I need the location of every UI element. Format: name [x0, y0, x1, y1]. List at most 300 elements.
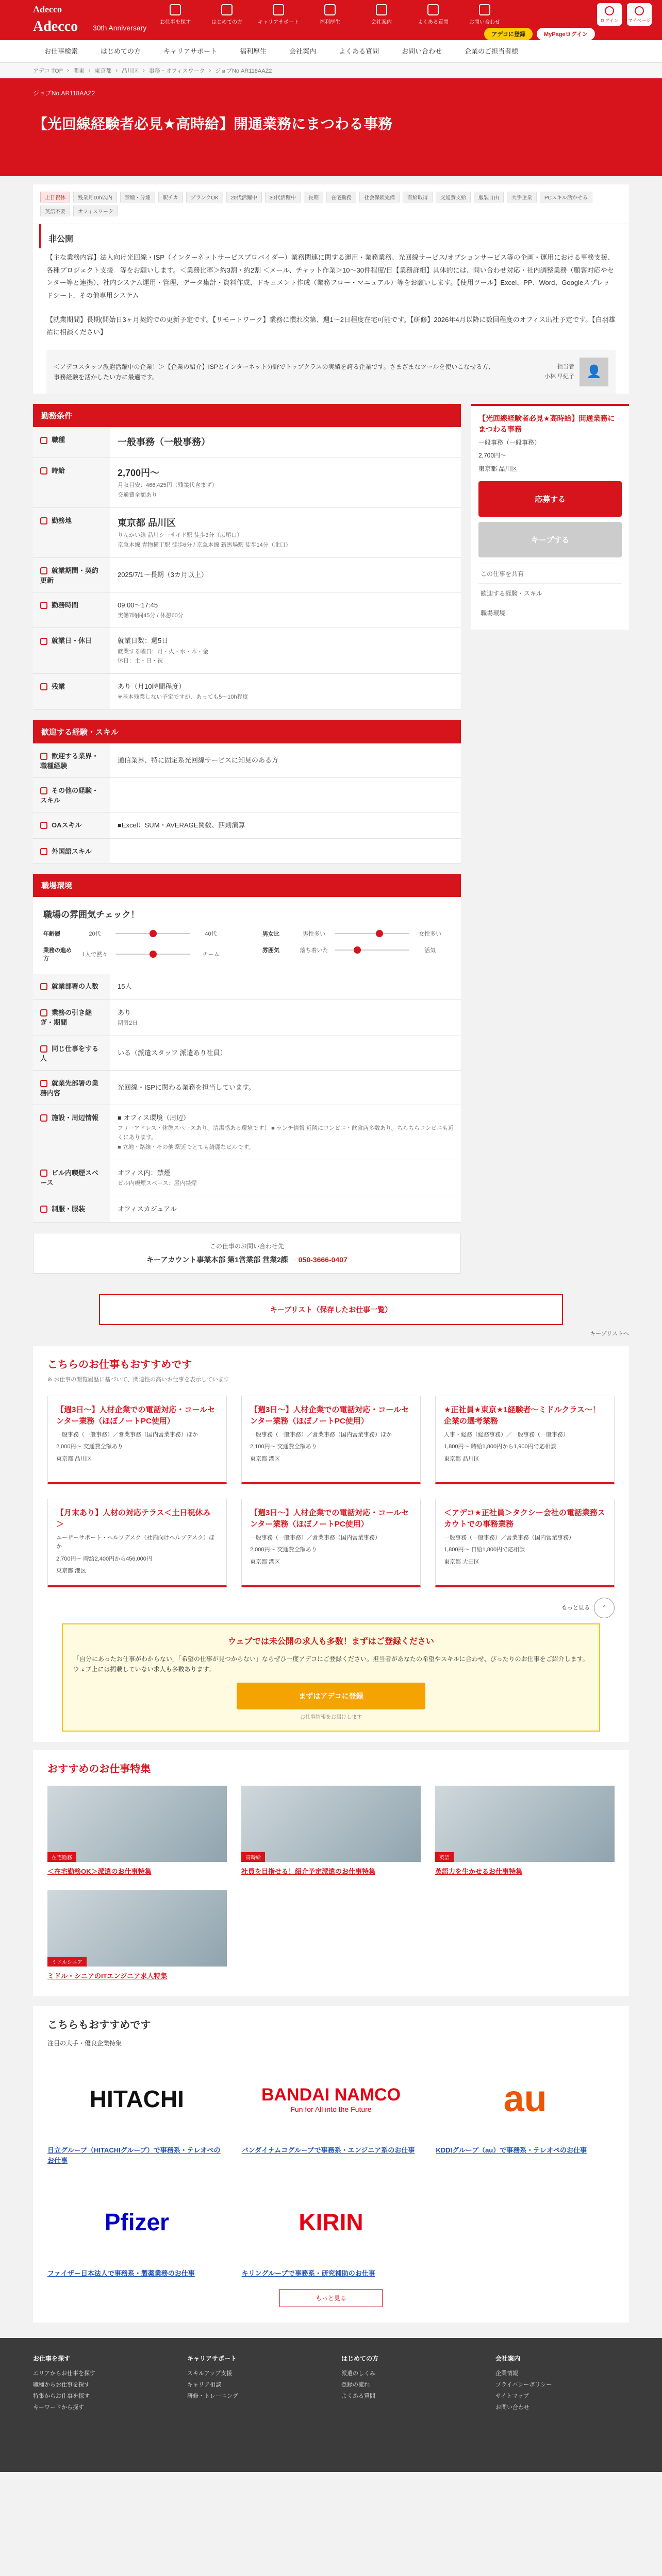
share-link[interactable]: この仕事を共有: [478, 564, 622, 583]
company-tagline: Fun for All into the Future: [290, 2105, 372, 2113]
footer: [0, 2338, 662, 2472]
topnav-career[interactable]: キャリアサポート: [258, 4, 299, 25]
environment-table: [33, 974, 461, 1223]
environment-anchor-link[interactable]: 職場環境: [478, 603, 622, 622]
slider-marker: [150, 930, 157, 937]
job-card-wage: 1,800円〜 時給1,800円から1,900円で応相談: [444, 1444, 556, 1450]
companies-title: こちらもおすすめです: [47, 2020, 151, 2031]
job-card-type: 一般事務（一般事務）／営業事務（国内営業事務）ほか: [56, 1431, 198, 1438]
recommend-grid: [47, 1396, 615, 1587]
job-card-title[interactable]: 【週3日〜】人材企業での電話対応・コールセンター業務（ほぼノートPC使用）: [250, 1508, 409, 1529]
skills-table: [33, 743, 461, 863]
company-logo: [242, 2058, 421, 2140]
table-row: [33, 838, 461, 863]
recruiter-name: 小林 早紀子: [544, 374, 574, 380]
register-button[interactable]: アデコに登録: [484, 28, 533, 40]
row-value-sub: 月収目安：466,425円（残業代含まず）: [118, 482, 218, 489]
job-card-title[interactable]: ★正社員★東京★1経験者〜ミドルクラス〜！企業の選考業務: [444, 1405, 600, 1426]
footer-link[interactable]: 登録の流れ: [341, 2381, 370, 2388]
user-icon: [605, 6, 614, 15]
company-link[interactable]: ファイザー日本法人で事務系・製薬業務のお仕事: [47, 2269, 195, 2278]
breadcrumb-item[interactable]: 品川区: [122, 68, 139, 74]
company-link[interactable]: 日立グループ（HITACHIグループ）で事務系・テレオペのお仕事: [47, 2146, 221, 2164]
row-label-text: 施設・周辺情報: [52, 1113, 99, 1122]
feature-photo: [435, 1786, 615, 1862]
row-label: [33, 999, 110, 1036]
row-value-main: 就業日数：週5日: [118, 637, 169, 645]
adecco-logo[interactable]: Adecco: [33, 19, 78, 35]
row-label: [33, 974, 110, 1000]
company-logo-wrap: [504, 2078, 547, 2120]
row-value: [110, 673, 461, 709]
row-value-main: いる（派遣スタッフ 派遣あり社員）: [118, 1048, 227, 1057]
row-icon: [40, 1206, 47, 1213]
mainnav-item[interactable]: よくある質問: [339, 47, 379, 55]
conditions-section: [33, 404, 461, 710]
row-label: [33, 743, 110, 778]
apply-panel-wage: 2,700円〜: [478, 452, 507, 460]
job-card-location: 東京都 港区: [250, 1455, 280, 1462]
row-value: [110, 507, 461, 557]
job-card-location: 東京都 品川区: [56, 1455, 92, 1462]
table-row: [33, 777, 461, 812]
contact-department: キーアカウント事業本部 第1営業部 営業2課: [146, 1255, 288, 1264]
recruiter-label: 担当者: [557, 364, 574, 370]
job-description-2: 【就業期間】長期(開始日3ヶ月契約での更新予定です。【リモートワーク】業務に慣れ次第、週1〜2日程度在宅可能です。【研修】2026年4月以降に数回程度のオフィス出社予定です。【白羽雄祐に相談ください】: [46, 315, 616, 336]
footer-link[interactable]: エリアからお仕事を探す: [33, 2370, 95, 2377]
row-icon: [40, 1170, 47, 1177]
row-value-sub: 就業する曜日：月・火・水・木・金: [118, 648, 208, 655]
job-card-title[interactable]: 【週3日〜】人材企業での電話対応・コールセンター業務（ほぼノートPC使用）: [250, 1405, 409, 1426]
table-row: [33, 743, 461, 778]
topnav-company[interactable]: 会社案内: [361, 4, 402, 25]
row-value-sub: 交通費全額あり: [118, 492, 157, 498]
row-value: [110, 1160, 461, 1196]
keep-list-link[interactable]: キープリストへ: [590, 1330, 629, 1337]
row-label-text: 就業日・休日: [52, 637, 92, 645]
job-card[interactable]: [435, 1396, 615, 1484]
row-value: [110, 812, 461, 838]
row-label-text: 歓迎する業界・職種経験: [40, 752, 99, 770]
slider-right: 女性多い: [419, 930, 441, 937]
top-header: [0, 0, 662, 40]
job-card[interactable]: [47, 1396, 227, 1484]
topnav-first[interactable]: はじめての方: [206, 4, 247, 25]
features-section: [33, 1750, 629, 1996]
breadcrumb-item[interactable]: 関東: [73, 68, 85, 74]
mypage-login-button[interactable]: MyPageログイン: [537, 28, 595, 40]
feature-photo: [47, 1890, 227, 1967]
job-card-title[interactable]: 【月末あり】人材の対応テラス＜土日祝休み＞: [56, 1508, 211, 1529]
environment-header: 職場環境: [33, 874, 461, 897]
atmosphere-slider: [252, 925, 461, 942]
atmosphere-sliders: [33, 925, 461, 974]
job-card-wage: 2,000円〜 交通費全額あり: [56, 1444, 123, 1450]
feature-badge: 高時給: [241, 1852, 265, 1862]
footer-link[interactable]: 職種からお仕事を探す: [33, 2381, 90, 2388]
feature-card[interactable]: [241, 1786, 421, 1876]
anniversary-label: 30th Anniversary: [93, 24, 147, 32]
slider-column: [252, 925, 461, 967]
table-row: [33, 592, 461, 628]
company-link[interactable]: バンダイナムコグループで事務系・エンジニア系のお仕事: [241, 2146, 415, 2155]
row-label: [33, 838, 110, 863]
row-icon: [40, 1080, 47, 1087]
company-logo-text: Pfizer: [104, 2209, 169, 2236]
company-card[interactable]: [47, 2058, 226, 2165]
slider-marker: [376, 930, 383, 937]
table-row: [33, 1036, 461, 1070]
slider-label: 男女比: [262, 930, 279, 937]
mypage-button[interactable]: マイページ: [627, 3, 652, 26]
row-value-sub: 休日：土・日・祝: [118, 658, 163, 665]
job-card-wage: 1,800円〜 日給1,800円で応相談: [444, 1547, 525, 1553]
job-tag: 英語不要: [40, 206, 70, 216]
job-card-type: ユーザーサポート・ヘルプデスク（社内向けヘルプデスク）ほか: [56, 1534, 215, 1550]
breadcrumb-item[interactable]: アデコ TOP: [33, 68, 63, 74]
footer-heading: はじめての方: [341, 2354, 379, 2362]
table-row: [33, 673, 461, 709]
header-account: [597, 3, 652, 26]
job-tag: 服装自由: [474, 192, 504, 202]
atmosphere-slider: [33, 942, 242, 967]
row-value: [110, 628, 461, 673]
job-card-type: 一般事務（一般事務）／営業事務（国内営業事務）: [250, 1534, 380, 1541]
conditions-table: [33, 427, 461, 710]
row-value-sub: りんかい線 品川シーサイド駅 徒歩3分（広尾口）: [118, 532, 243, 539]
row-value-sub: ビル内喫煙スペース：屋内禁煙: [118, 1180, 197, 1187]
job-tag: 20代活躍中: [226, 192, 262, 202]
job-card[interactable]: [241, 1396, 421, 1484]
slider-track: [115, 933, 190, 934]
job-tag: 在宅勤務: [326, 192, 356, 202]
job-description: 【主な業務内容】法人向け光回線・ISP（インターネットサービスプロバイダー）業務関連に関する運用・業務業務、光回線サービス/オプションサービス等の企画・運用における事務支援、各種プロジェクト支援 等をお願いします。＜業務比率＞約3割・約2割 ＜メール、チャット作業＞10〜30件程度/日【業務詳細】具体的には、問い合わせ対応・社内調整業務（顧客対応やセンター等と連携）、社内システム運用・管理、データ集計・資料作成、ドキュメント作成（業務フロー・マニュアル）等をお願いします。【使用ツール】Excel、PP、Word、Googleスプレッドシート、その他専用システム: [46, 253, 615, 300]
beginner-icon: [221, 4, 233, 15]
row-label: [33, 673, 110, 709]
table-row: [33, 427, 461, 457]
job-card-wage: 2,000円〜 交通費全額あり: [250, 1547, 317, 1553]
footer-column: [341, 2352, 475, 2458]
table-row: [33, 1105, 461, 1160]
mainnav-item[interactable]: お問い合わせ: [402, 47, 442, 55]
row-value: [110, 1105, 461, 1160]
register-cta-button[interactable]: まずはアデコに登録: [237, 1683, 425, 1709]
row-label: [33, 1160, 110, 1196]
job-card[interactable]: [241, 1499, 421, 1587]
contact-box: [33, 1233, 461, 1274]
breadcrumb-item: ジョブNo.AR118AAZ2: [215, 68, 272, 74]
mainnav-item[interactable]: 企業のご担当者様: [465, 47, 519, 55]
row-value-sub: 京急本線 青物横丁駅 徒歩6分 / 京急本線 新馬場駅 徒歩14分（北口）: [118, 541, 291, 548]
row-value: [110, 999, 461, 1036]
job-tag: 大手企業: [507, 192, 537, 202]
row-value: [110, 557, 461, 592]
recommend-subtitle: ※ お仕事の閲覧履歴に基づいて、関連性の高いお仕事を表示しています: [47, 1376, 230, 1383]
breadcrumb-item[interactable]: 東京都: [94, 68, 112, 74]
slider-right: 40代: [205, 930, 217, 937]
footer-column: [187, 2352, 321, 2458]
slider-right: 活気: [424, 947, 436, 954]
register-note: お仕事情報をお届けします: [300, 1715, 362, 1721]
company-logo: [242, 2181, 421, 2263]
recruiter-text: ＜アデコスタッフ派遣活躍中の企業！＞【企業の紹介】ISPとインターネット分野でトップクラスの実績を誇る企業です。さまざまなツールを使いこなせる方、事務経験を活かしたい方に最適です。: [54, 363, 495, 381]
slider-column: [33, 925, 242, 967]
mypage-icon: [635, 6, 644, 15]
row-label-text: その他の経験・スキル: [40, 786, 99, 804]
apply-panel: [471, 404, 629, 630]
job-tag: オフィスワーク: [73, 206, 118, 216]
row-value: [110, 1070, 461, 1105]
footer-link[interactable]: キーワードから探す: [33, 2404, 84, 2411]
feature-card[interactable]: [47, 1890, 227, 1980]
feature-title[interactable]: ＜在宅勤務OK＞派遣のお仕事特集: [47, 1868, 152, 1876]
table-row: [33, 557, 461, 592]
slider-left: 男性多い: [303, 930, 325, 937]
row-icon: [40, 602, 47, 609]
atmosphere-slider: [252, 942, 461, 958]
row-label-text: 外国語スキル: [52, 847, 92, 855]
row-value-main: 2,700円〜: [118, 467, 160, 478]
feature-photo: [241, 1786, 421, 1862]
row-label: [33, 1196, 110, 1222]
row-icon: [40, 638, 47, 645]
job-tag: 残業月10h以内: [73, 192, 117, 202]
company-link[interactable]: KDDIグループ（au）で事務系・テレオペのお仕事: [436, 2146, 587, 2155]
row-icon: [40, 1045, 47, 1053]
company-logo: [47, 2058, 226, 2140]
table-row: [33, 1070, 461, 1105]
company-card[interactable]: [242, 2181, 421, 2279]
row-label: [33, 557, 110, 592]
slider-right: チーム: [202, 951, 220, 958]
apply-button[interactable]: 応募する: [478, 481, 622, 517]
row-value-main: 光回線・ISPに関わる業務を担当しています。: [118, 1083, 255, 1091]
feature-card[interactable]: [435, 1786, 615, 1876]
company-logo-text: HITACHI: [89, 2086, 184, 2113]
job-summary-card: [33, 184, 629, 394]
slider-left: 1人で黙々: [81, 951, 108, 958]
row-icon: [40, 848, 47, 855]
job-card-type: 人事・総務（総務事務）／一般事務（一般事務）: [444, 1431, 569, 1438]
row-icon: [40, 567, 47, 574]
feature-badge: 英語: [435, 1852, 454, 1862]
footer-link[interactable]: お問い合わせ: [495, 2404, 529, 2411]
row-value: [110, 974, 461, 1000]
slider-left: 20代: [89, 930, 101, 937]
row-value-main: 15人: [118, 982, 132, 990]
row-value-main: 通信業界、特に固定系光回線サービスに知見のある方: [118, 756, 279, 764]
mail-icon: [479, 4, 490, 15]
footer-link[interactable]: 研修・トレーニング: [187, 2393, 238, 2399]
row-value: [110, 592, 461, 628]
job-card[interactable]: [47, 1499, 227, 1587]
recommend-title: こちらのお仕事もおすすめです: [47, 1359, 192, 1370]
companies-grid: [47, 2058, 615, 2279]
company-link[interactable]: キリングループで事務系・研究補助のお仕事: [241, 2269, 375, 2278]
footer-link[interactable]: 企業情報: [495, 2370, 518, 2377]
table-row: [33, 1160, 461, 1196]
footer-column: [495, 2352, 629, 2458]
footer-link[interactable]: よくある質問: [341, 2393, 375, 2399]
skills-header: 歓迎する経験・スキル: [33, 720, 461, 743]
keep-button[interactable]: キープする: [478, 522, 622, 557]
apply-panel-job: 一般事務（一般事務）: [478, 439, 541, 447]
row-value-sub: フリーアドレス・休憩スペースあり。清潔感ある環境です！ ■ ランチ情報 近隣にコンビニ・飲食店多数あり。ちらちらコンビニも近くにあります。: [118, 1125, 454, 1141]
company-card[interactable]: [47, 2181, 226, 2279]
keep-list-button[interactable]: キープリスト（保存したお仕事一覧）: [99, 1294, 563, 1325]
job-card-title[interactable]: 【週3日〜】人材企業での電話対応・コールセンター業務（ほぼノートPC使用）: [56, 1405, 216, 1426]
job-card-location: 東京都 港区: [250, 1558, 280, 1565]
footer-link[interactable]: 特集からお仕事を探す: [33, 2393, 90, 2399]
row-value: [110, 427, 461, 457]
topnav-benefits[interactable]: 福利厚生: [309, 4, 351, 25]
job-status: 非公開: [39, 224, 629, 248]
register-banner-title: ウェブでは未公開の求人も多数！まずはご登録ください: [228, 1637, 434, 1646]
topnav-contact[interactable]: お問い合わせ: [464, 4, 505, 25]
apply-panel-location: 東京都 品川区: [478, 465, 518, 472]
footer-link[interactable]: キャリア相談: [187, 2381, 221, 2388]
slider-label: 業務の進め方: [43, 947, 72, 962]
atmosphere-title: 職場の雰囲気チェック！: [43, 909, 140, 920]
row-label-text: 制服・服装: [52, 1205, 86, 1213]
row-icon: [40, 1009, 47, 1016]
mainnav-item[interactable]: 会社案内: [289, 47, 317, 55]
job-number: ジョブNo.AR118AAZ2: [33, 90, 95, 97]
topnav-search[interactable]: お仕事を探す: [155, 4, 196, 25]
skills-anchor-link[interactable]: 歓迎する経験・スキル: [478, 583, 622, 603]
job-card-type: 一般事務（一般事務）／営業事務（国内営業事務）: [444, 1534, 574, 1541]
job-hero: [0, 78, 662, 176]
row-value-main: ■ オフィス環境（周辺）: [118, 1113, 190, 1122]
feature-title[interactable]: 英語力を生かせるお仕事特集: [435, 1868, 523, 1876]
feature-title[interactable]: 社員を目指せる！紹介予定派遣のお仕事特集: [241, 1868, 376, 1876]
register-banner-text: 「自分にあったお仕事がわからない」「希望の仕事が見つからない」ならぜひ一度アデコにご登録ください。担当者があなたの希望やスキルに合わせ、ぴったりのお仕事をご紹介します。ウェブ上には掲載していない求人も多数あります。: [73, 1655, 589, 1673]
row-value-main: 09:00〜17:45: [118, 601, 158, 609]
row-value-main: 東京都 品川区: [118, 517, 176, 528]
recommend-more-link[interactable]: もっと見る: [561, 1604, 590, 1611]
company-logo-text: au: [503, 2078, 547, 2120]
row-label: [33, 1105, 110, 1160]
slider-track: [335, 950, 409, 951]
building-icon: [376, 4, 387, 15]
row-value-main: オフィスカジュアル: [118, 1205, 177, 1213]
company-logo-wrap: [90, 2085, 184, 2113]
login-button[interactable]: ログイン: [597, 3, 622, 26]
row-label-text: 就業先部署の業務内容: [40, 1079, 99, 1097]
job-card-location: 東京都 港区: [56, 1568, 87, 1574]
recommend-section: [33, 1346, 629, 1742]
row-icon: [40, 822, 47, 829]
table-row: [33, 999, 461, 1036]
table-row: [33, 812, 461, 838]
row-icon: [40, 683, 47, 690]
row-label: [33, 592, 110, 628]
row-icon: [40, 1114, 47, 1122]
job-tag: 禁煙・分煙: [120, 192, 155, 202]
slider-marker: [150, 951, 157, 958]
job-card[interactable]: [435, 1499, 615, 1587]
footer-link[interactable]: プライバシーポリシー: [495, 2381, 552, 2388]
row-icon: [40, 467, 47, 474]
footer-link[interactable]: 派遣のしくみ: [341, 2370, 375, 2377]
row-value: [110, 1036, 461, 1070]
company-card[interactable]: [242, 2058, 421, 2165]
contact-phone[interactable]: 050-3666-0407: [298, 1255, 347, 1264]
features-title: おすすめのお仕事特集: [47, 1764, 151, 1775]
row-value-main: オフィス内：禁煙: [118, 1168, 171, 1177]
row-value-main: ■Excel：SUM・AVERAGE関数、四則演算: [118, 821, 245, 829]
companies-more-button[interactable]: もっと見る: [279, 2289, 383, 2307]
main-nav: [0, 40, 662, 63]
companies-section: [33, 2006, 629, 2323]
slider-track: [115, 954, 190, 955]
row-value: [110, 457, 461, 507]
table-row: [33, 457, 461, 507]
career-icon: [273, 4, 284, 15]
footer-link[interactable]: スキルアップ支援: [187, 2370, 233, 2377]
row-label-text: 時給: [52, 466, 65, 474]
mainnav-item[interactable]: お仕事検索: [44, 47, 78, 55]
job-tag: 駅チカ: [158, 192, 183, 202]
row-icon: [40, 517, 47, 524]
row-label: [33, 427, 110, 457]
top-nav: [155, 4, 505, 25]
row-value-main: 2025/7/1〜長期（3カ月以上）: [118, 570, 208, 579]
row-value-sub: ■ 立地・路線・その他 駅近でとても綺麗なビルです。: [118, 1144, 254, 1151]
header-actions: [484, 28, 595, 40]
row-label-text: ビル内喫煙スペース: [40, 1168, 99, 1187]
row-icon: [40, 787, 47, 794]
row-value-main: あり（月10時間程度）: [118, 682, 186, 690]
row-label-text: OAスキル: [52, 821, 82, 829]
footer-link[interactable]: サイトマップ: [495, 2393, 529, 2399]
job-card-title[interactable]: ＜アデコ★正社員＞タクシー会社の電話業務スカウトでの事務業務: [444, 1508, 605, 1529]
feature-badge: 在宅勤務: [47, 1852, 76, 1862]
mainnav-item[interactable]: 福利厚生: [240, 47, 267, 55]
topnav-faq[interactable]: よくある質問: [412, 4, 454, 25]
chevron-up-icon[interactable]: ⌃: [594, 1598, 615, 1618]
row-label-text: 就業期間・契約更新: [40, 566, 99, 584]
row-value-main: あり: [118, 1008, 131, 1016]
company-card[interactable]: [436, 2058, 615, 2165]
feature-card[interactable]: [47, 1786, 227, 1876]
job-tag: 土日祝休: [40, 192, 70, 202]
row-value: [110, 838, 461, 863]
job-tag: 30代活躍中: [265, 192, 301, 202]
features-grid: [47, 1786, 615, 1980]
footer-heading: 会社案内: [495, 2354, 521, 2362]
breadcrumb-item[interactable]: 事務・オフィスワーク: [148, 68, 205, 74]
row-value-sub: 実働7時間45分 / 休憩60分: [118, 612, 184, 619]
row-label: [33, 507, 110, 557]
row-label-text: 職種: [52, 436, 65, 444]
feature-title[interactable]: ミドル・シニアのITエンジニア求人特集: [47, 1972, 168, 1980]
table-row: [33, 507, 461, 557]
row-label: [33, 628, 110, 673]
mainnav-item[interactable]: はじめての方: [101, 47, 141, 55]
job-tag: PCスキル活かせる: [540, 192, 592, 202]
companies-subtitle: 注目の大手・優良企業特集: [47, 2040, 122, 2047]
row-label-text: 勤務時間: [52, 601, 79, 609]
job-card-location: 東京都 大田区: [444, 1558, 480, 1565]
mainnav-item[interactable]: キャリアサポート: [163, 47, 218, 55]
breadcrumb: アデコ TOP › 関東 › 東京都 › 品川区 › 事務・オフィスワーク › ジョブNo.AR118AAZ2: [0, 63, 662, 78]
job-card-wage: 2,100円〜 交通費全額あり: [250, 1444, 317, 1450]
adecco-logo-small[interactable]: Adecco: [33, 4, 62, 14]
row-label: [33, 1070, 110, 1105]
row-label: [33, 812, 110, 838]
benefits-icon: [324, 4, 336, 15]
